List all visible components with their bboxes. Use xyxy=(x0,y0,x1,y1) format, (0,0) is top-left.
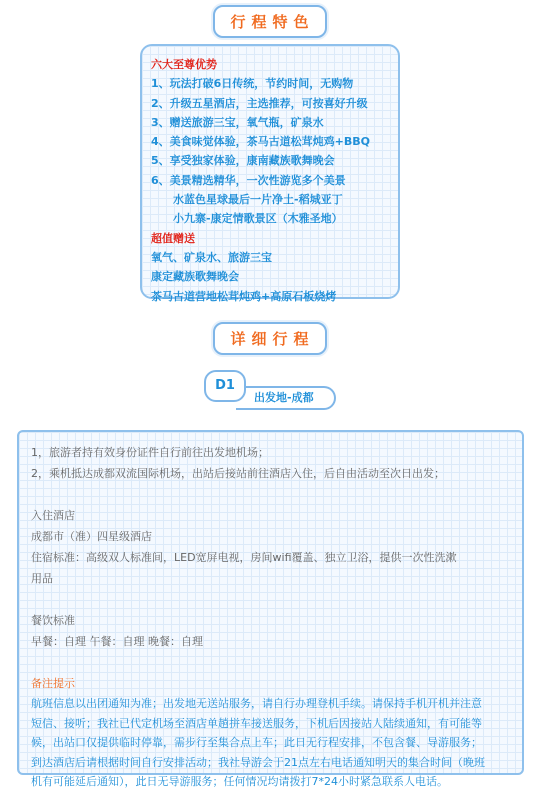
spacer xyxy=(31,589,510,610)
note-line: 到达酒店后请根据时间自行安排活动；我社导游会于21点左右电话通知明天的集合时间（晚班 xyxy=(31,755,485,769)
feature-item: 3、赠送旅游三宝，氧气瓶，矿泉水 xyxy=(151,115,324,129)
feature-item: 6、美景精选精华，一次性游览多个美景 xyxy=(151,173,346,187)
hotel-name: 成都市（准）四星级酒店 xyxy=(31,530,152,543)
note-line: 短信、接听；我社已代定机场至酒店单趟拼车接送服务，下机后因接站人陆续通知，有可能等 xyxy=(31,716,482,730)
note-line: 候，出站口仅提供临时停靠，需步行至集合点上车；此日无行程安排，不包含餐、导游服务； xyxy=(31,736,482,750)
feature-sub-item: 小九寨-康定情歌景区（木雅圣地） xyxy=(173,212,343,226)
day-route: 出发地-成都 xyxy=(244,386,336,410)
feature-item: 5、享受独家体验，康南藏族歌舞晚会 xyxy=(151,154,335,168)
spacer xyxy=(31,484,510,505)
meal-heading: 餐饮标准 xyxy=(31,614,75,627)
note-line: 机有可能延后通知），此日无导游服务；任何情况均请拨打7*24小时紧急联系人电话。 xyxy=(31,775,448,789)
section-title-features: 行程特色 xyxy=(212,5,326,38)
hotel-standard: 住宿标准：高级双人标准间，LED宽屏电视，房间wifi覆盖、独立卫浴，提供一次性洗漱 xyxy=(31,551,457,564)
meal-value: 早餐：自理 午餐：自理 晚餐：自理 xyxy=(31,635,203,648)
notes-heading: 备注提示 xyxy=(31,677,75,690)
section-title-itinerary: 详细行程 xyxy=(212,322,326,355)
day-detail-panel xyxy=(17,430,524,789)
feature-item: 1、玩法打破6日传统，节约时间，无购物 xyxy=(151,77,354,91)
spacer xyxy=(31,652,510,673)
bonus-item: 氧气、矿泉水、旅游三宝 xyxy=(151,250,272,264)
bonus-heading: 超值赠送 xyxy=(151,231,195,245)
feature-item: 4、美食味觉体验，茶马古道松茸炖鸡+BBQ xyxy=(151,135,370,149)
detail-line: 1，旅游者持有效身份证件自行前往出发地机场； xyxy=(31,446,269,459)
hotel-heading: 入住酒店 xyxy=(31,509,75,522)
hotel-standard: 用品 xyxy=(31,572,53,585)
feature-item: 2、升级五星酒店，主选推荐，可按喜好升级 xyxy=(151,96,368,110)
bonus-item: 康定藏族歌舞晚会 xyxy=(151,270,239,284)
feature-sub-item: 水蓝色星球最后一片净土-稻城亚丁 xyxy=(173,193,343,207)
features-heading: 六大至尊优势 xyxy=(151,58,217,71)
detail-line: 2，乘机抵达成都双流国际机场，出站后接站前往酒店入住，后自由活动至次日出发； xyxy=(31,467,445,480)
bonus-item: 茶马古道营地松茸炖鸡+高原石板烧烤 xyxy=(151,289,337,303)
features-panel xyxy=(140,44,400,303)
note-line: 航班信息以出团通知为准；出发地无送站服务，请自行办理登机手续。请保持手机开机并注意 xyxy=(31,697,482,710)
day-badge: D1 xyxy=(204,370,246,402)
